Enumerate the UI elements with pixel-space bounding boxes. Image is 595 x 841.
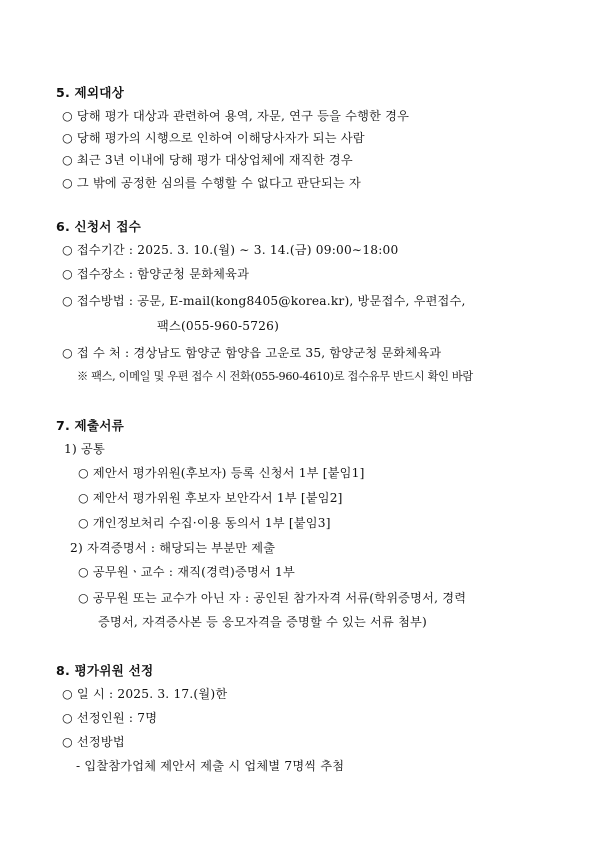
s6-method: ○ 접수방법 : 공문, E-mail(kong8405@korea.kr), 방문접수, 우편접수,: [62, 294, 466, 308]
section-7-title: 7. 제출서류: [56, 418, 124, 433]
s6-address: ○ 접 수 처 : 경상남도 함양군 함양읍 고운로 35, 함양군청 문화체육과: [62, 346, 442, 360]
s7-sub2-item-2: ○ 공무원 또는 교수가 아닌 자 : 공인된 참가자격 서류(학위증명서, 경력: [78, 591, 467, 605]
s5-item-4: ○ 그 밖에 공정한 심의를 수행할 수 없다고 판단되는 자: [62, 176, 361, 190]
s7-sub1-item-3: ○ 개인정보처리 수집·이용 동의서 1부 [붙임3]: [78, 516, 331, 530]
s6-method-continued: 팩스(055-960-5726): [157, 319, 280, 333]
s7-sub1-item-1: ○ 제안서 평가위원(후보자) 등록 신청서 1부 [붙임1]: [78, 466, 365, 480]
section-6-title: 6. 신청서 접수: [56, 219, 141, 234]
s6-note: ※ 팩스, 이메일 및 우편 접수 시 전화(055-960-4610)로 접수유무 반드시 확인 바람: [77, 370, 473, 383]
section-8-title: 8. 평가위원 선정: [56, 663, 154, 678]
s7-sub1: 1) 공통: [64, 442, 105, 456]
s7-sub1-item-2: ○ 제안서 평가위원 후보자 보안각서 1부 [붙임2]: [78, 491, 343, 505]
s5-item-1: ○ 당해 평가 대상과 관련하여 용역, 자문, 연구 등을 수행한 경우: [62, 109, 410, 123]
s8-method: ○ 선정방법: [62, 735, 125, 749]
s8-date: ○ 일 시 : 2025. 3. 17.(월)한: [62, 687, 228, 701]
s8-count: ○ 선정인원 : 7명: [62, 711, 158, 725]
s7-sub2-item-1: ○ 공무원ㆍ교수 : 재직(경력)증명서 1부: [78, 565, 295, 579]
s8-method-detail: - 입찰참가업체 제안서 제출 시 업체별 7명씩 추첨: [76, 759, 345, 773]
section-5-title: 5. 제외대상: [56, 85, 124, 100]
s6-place: ○ 접수장소 : 함양군청 문화체육과: [62, 267, 250, 281]
s6-period: ○ 접수기간 : 2025. 3. 10.(월) ∼ 3. 14.(금) 09:00∼18:00: [62, 243, 399, 257]
s7-sub2-item-2-continued: 증명서, 자격증사본 등 응모자격을 증명할 수 있는 서류 첨부): [98, 615, 427, 629]
s5-item-3: ○ 최근 3년 이내에 당해 평가 대상업체에 재직한 경우: [62, 153, 353, 167]
s5-item-2: ○ 당해 평가의 시행으로 인하여 이해당사자가 되는 사람: [62, 131, 365, 145]
s7-sub2: 2) 자격증명서 : 해당되는 부분만 제출: [70, 541, 276, 555]
